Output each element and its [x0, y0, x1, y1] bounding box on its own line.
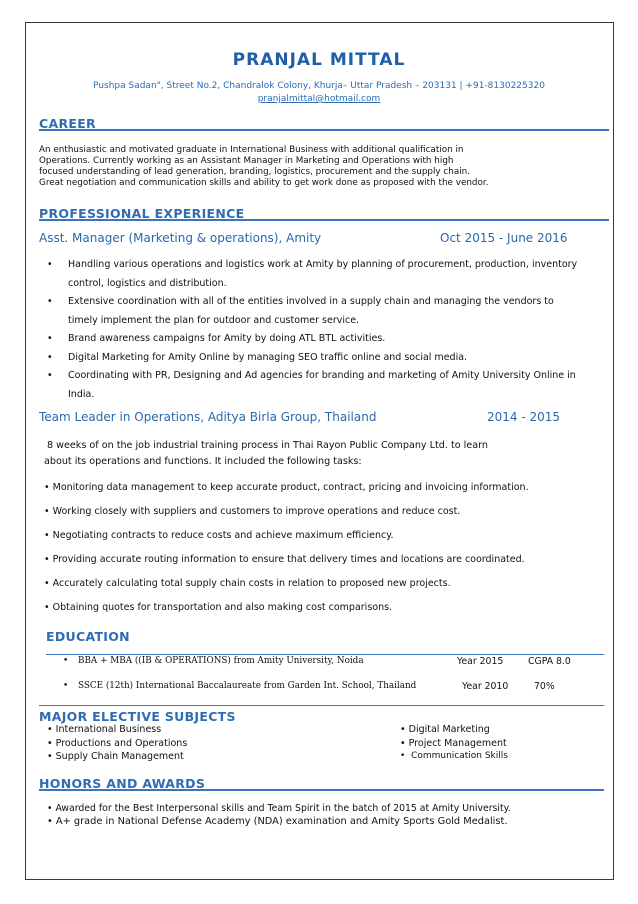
list-item: • Communication Skills [400, 751, 508, 761]
bullet-icon: • [47, 259, 53, 270]
job-intro: 8 weeks of on the job industrial training process in Thai Rayon Public Company Ltd. to learn [47, 440, 488, 451]
list-item: • Handling various operations and logistics work at Amity by planning of procurement, production, inventory control, logistics and distribution. [47, 256, 582, 293]
bullet-icon: • [400, 738, 406, 749]
bullet-icon: • [400, 724, 406, 735]
job-intro: about its operations and functions. It included the following tasks: [44, 456, 362, 467]
email-link[interactable]: pranjalmittal@hotmail.com [257, 94, 381, 104]
bullet-icon: • [47, 738, 53, 749]
bullet-icon: • [47, 296, 53, 307]
bullet-icon: • [63, 656, 69, 666]
contact-address: Pushpa Sadan", Street No.2, Chandralok Colony, Khurja– Uttar Pradesh – 203131 | +91-8130225320 [93, 81, 545, 91]
section-title-honors: HONORS AND AWARDS [39, 776, 206, 791]
list-item: • Awarded for the Best Interpersonal skills and Team Spirit in the batch of 2015 at Amity University. [47, 803, 511, 814]
list-item: • Working closely with suppliers and customers to improve operations and reduce cost. [44, 506, 461, 517]
bullet-icon: • [47, 333, 53, 344]
candidate-name: PRANJAL MITTAL [232, 50, 406, 70]
career-line: Great negotiation and communication skills and ability to get work done as proposed with the vendor. [39, 178, 489, 188]
education-degree: BBA + MBA ((IB & OPERATIONS) from Amity University, Noida [78, 656, 364, 666]
bullet-icon: • [47, 751, 53, 762]
section-rule [39, 789, 604, 791]
section-title-career: CAREER [39, 116, 96, 131]
bullet-icon: • [44, 602, 50, 613]
list-item: • Providing accurate routing information to ensure that delivery times and locations are coordinated. [44, 554, 525, 565]
education-score: CGPA 8.0 [528, 656, 571, 667]
bullet-icon: • [44, 578, 50, 589]
list-item: • A+ grade in National Defense Academy (NDA) examination and Amity Sports Gold Medalist. [47, 816, 508, 827]
section-rule [39, 219, 609, 221]
section-title-education: EDUCATION [46, 629, 130, 644]
section-rule [46, 654, 604, 655]
list-item: • Monitoring data management to keep accurate product, contract, pricing and invoicing information. [44, 482, 529, 493]
list-item: • Project Management [400, 738, 507, 749]
list-item: • Brand awareness campaigns for Amity by doing ATL BTL activities. [47, 330, 582, 349]
bullet-icon: • [47, 816, 53, 827]
section-rule [39, 129, 609, 131]
bullet-icon: • [44, 506, 50, 517]
job-role: Team Leader in Operations, Aditya Birla Group, Thailand [39, 410, 377, 424]
education-score: 70% [534, 681, 555, 692]
list-item: • Extensive coordination with all of the entities involved in a supply chain and managing the vendors to timely implement the plan for outdoor and customer service. [47, 293, 582, 330]
job-bullet-list [47, 256, 582, 404]
job-role: Asst. Manager (Marketing & operations), Amity [39, 231, 322, 245]
list-item: • Supply Chain Management [47, 751, 184, 762]
career-line: Operations. Currently working as an Assistant Manager in Marketing and Operations with high [39, 156, 454, 166]
education-degree: SSCE (12th) International Baccalaureate from Garden Int. School, Thailand [78, 681, 417, 691]
bullet-icon: • [63, 681, 69, 691]
job-dates: 2014 - 2015 [487, 410, 561, 424]
education-year: Year 2010 [462, 681, 509, 692]
bullet-icon: • [44, 554, 50, 565]
list-item: • Coordinating with PR, Designing and Ad agencies for branding and marketing of Amity University Online in India. [47, 367, 582, 404]
bullet-icon: • [44, 530, 50, 541]
career-line: focused understanding of lead generation, branding, logistics, procurement and the supply chain. [39, 167, 471, 177]
list-item: • Digital Marketing [400, 724, 490, 735]
list-item: • Obtaining quotes for transportation and also making cost comparisons. [44, 602, 393, 613]
career-line: An enthusiastic and motivated graduate in International Business with additional qualification in [39, 145, 464, 155]
list-item: • International Business [47, 724, 162, 735]
bullet-icon: • [47, 351, 53, 363]
bullet-icon: • [47, 370, 53, 381]
section-rule [39, 705, 604, 706]
bullet-icon: • [47, 724, 53, 735]
section-title-electives: MAJOR ELECTIVE SUBJECTS [39, 709, 236, 724]
list-item: • Productions and Operations [47, 738, 188, 749]
section-title-experience: PROFESSIONAL EXPERIENCE [39, 206, 245, 221]
list-item: • Accurately calculating total supply chain costs in relation to proposed new projects. [44, 578, 451, 589]
bullet-icon: • [44, 482, 50, 493]
bullet-icon: • [400, 751, 406, 761]
bullet-icon: • [47, 803, 53, 814]
list-item: • Digital Marketing for Amity Online by managing SEO traffic online and social media. [47, 349, 582, 368]
education-year: Year 2015 [457, 656, 504, 667]
job-dates: Oct 2015 - June 2016 [440, 231, 568, 245]
list-item: • Negotiating contracts to reduce costs and achieve maximum efficiency. [44, 530, 394, 541]
